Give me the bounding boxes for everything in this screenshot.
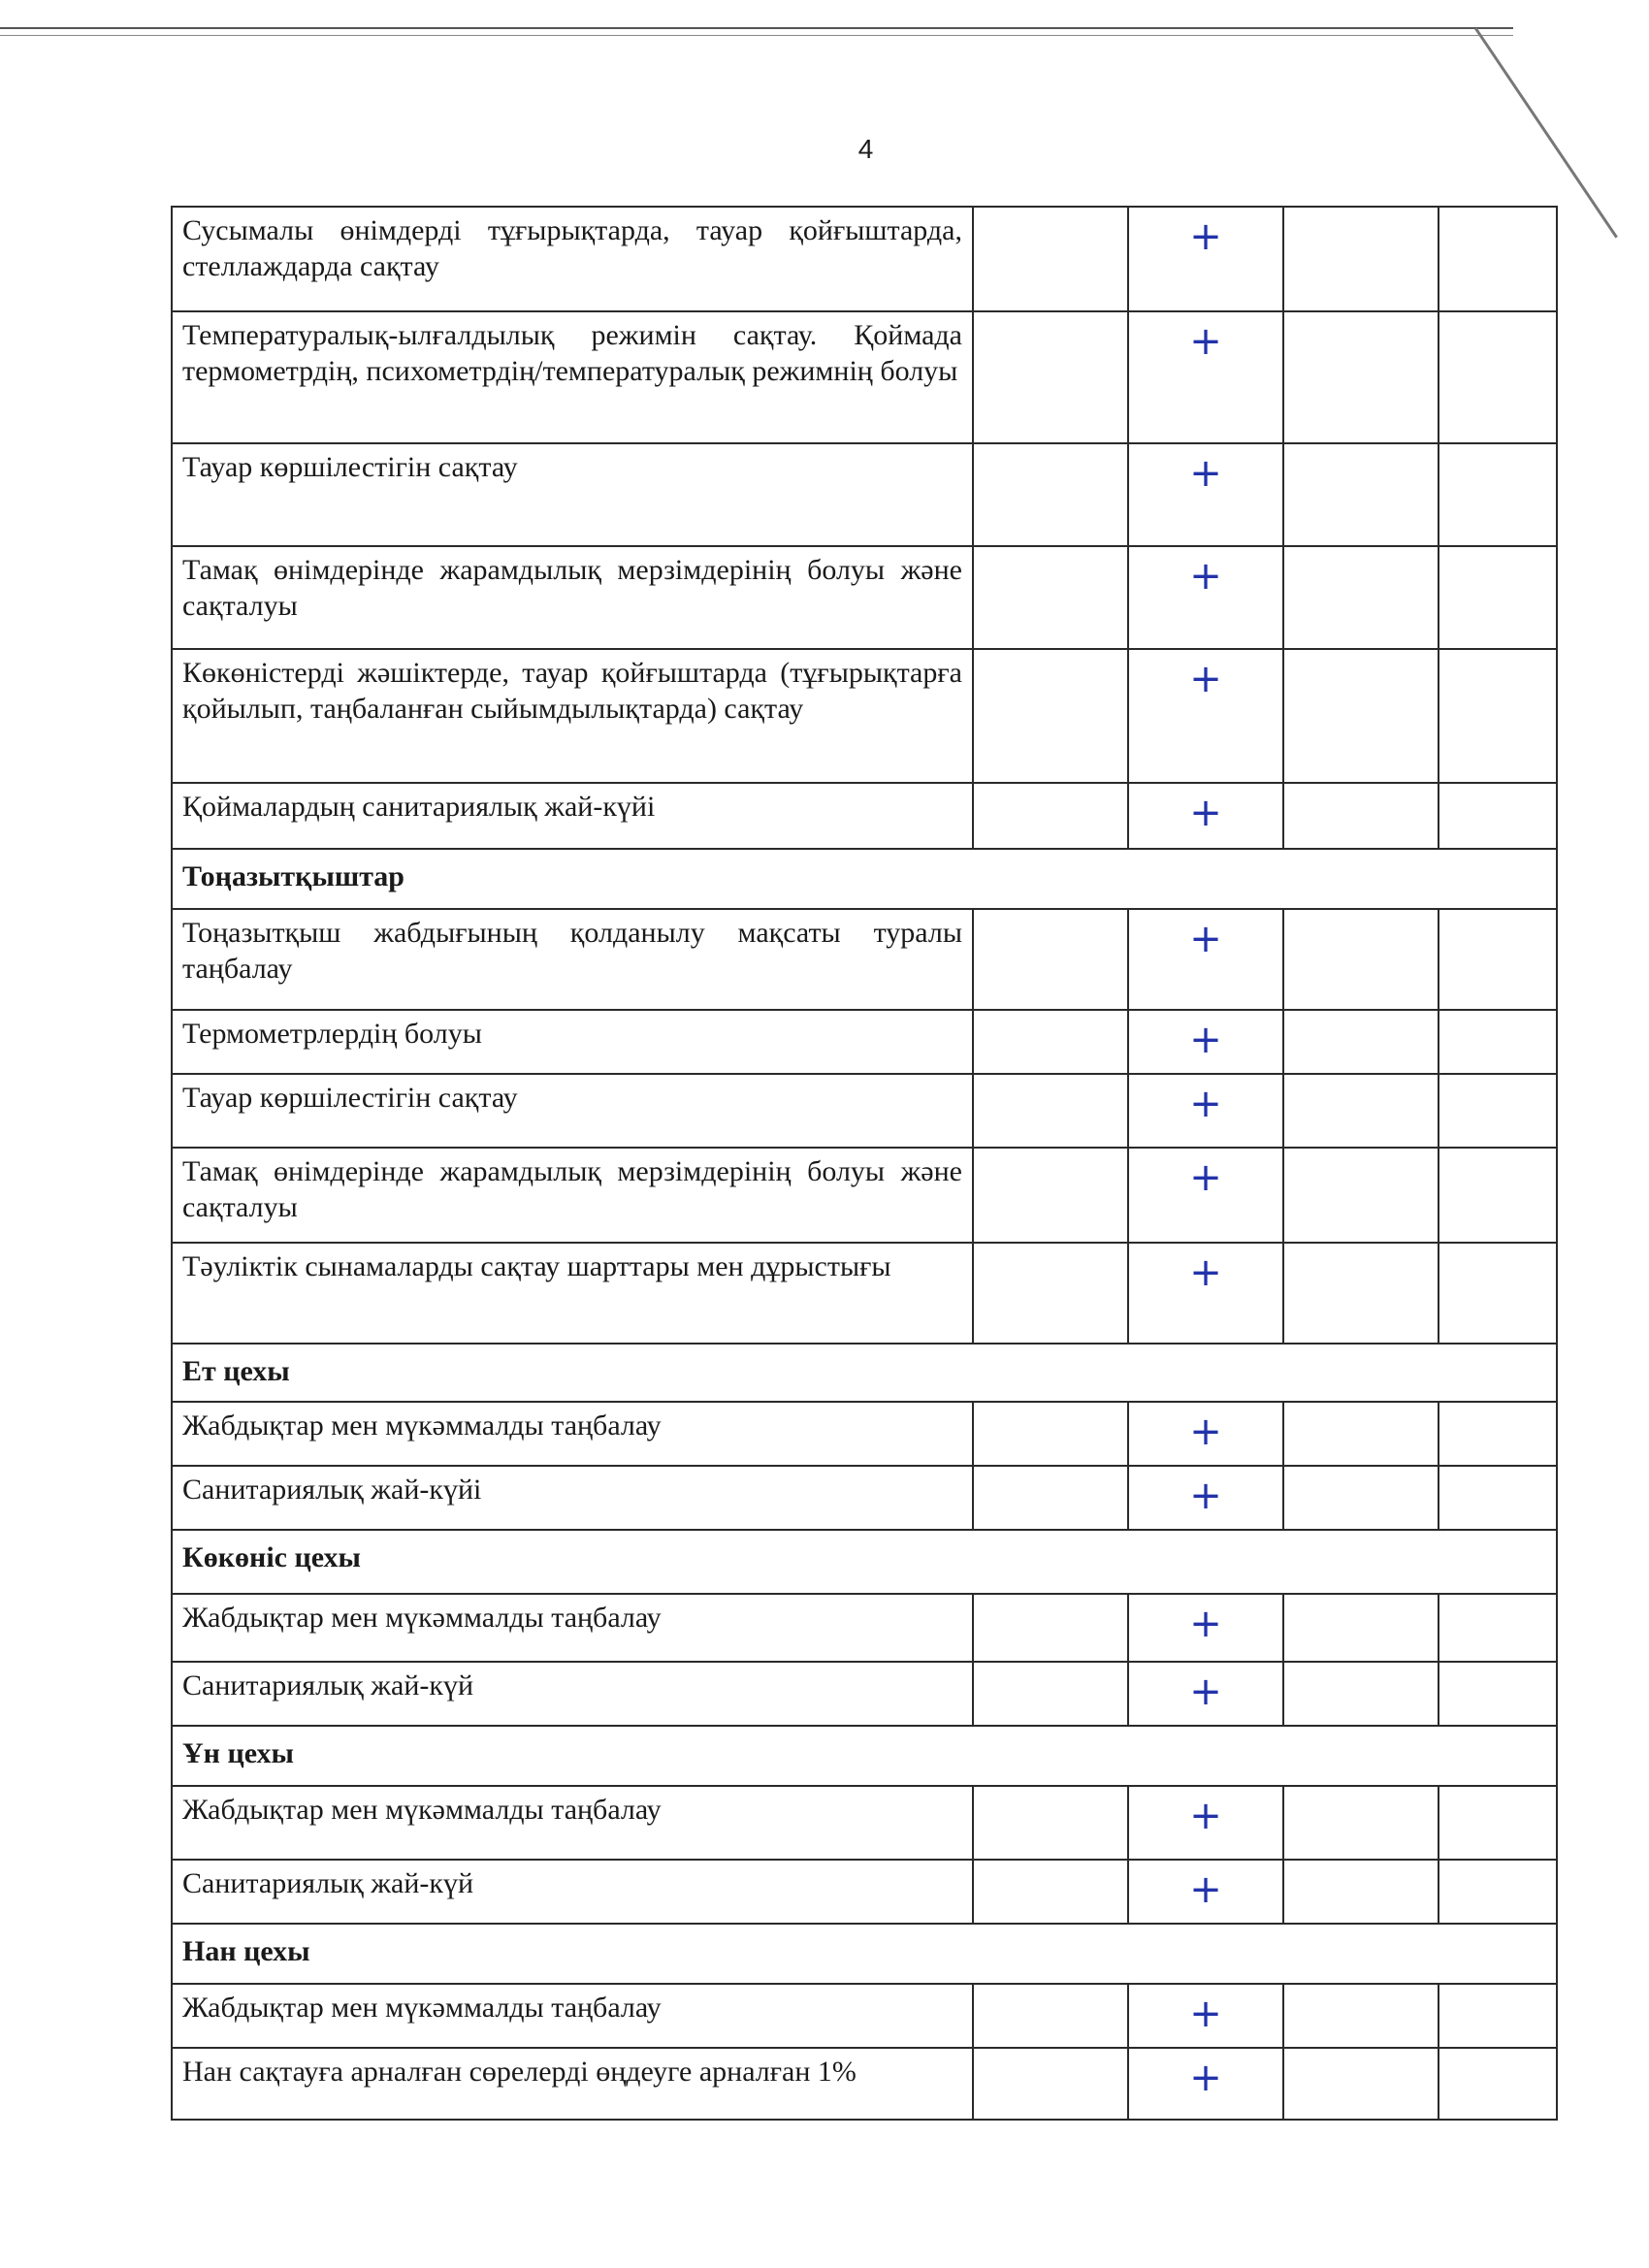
criterion-text: Температуралық-ылғалдылық режимін сақтау. Қоймада термометрдің, психометрдің/температуралық режимнің болуы [172, 311, 973, 443]
checklist-row [172, 546, 1557, 649]
empty-cell [973, 1148, 1128, 1243]
criterion-text: Санитариялық жай-күй [172, 1860, 973, 1924]
empty-cell [1439, 207, 1557, 311]
criterion-text: Тамақ өнімдерінде жарамдылық мерзімдерінің болуы және сақталуы [172, 546, 973, 649]
empty-cell [1439, 909, 1557, 1010]
empty-cell [1439, 1243, 1557, 1344]
empty-cell [973, 1074, 1128, 1148]
section-title: Көкөніс цехы [172, 1530, 1557, 1594]
handwritten-plus-mark: + [1128, 546, 1283, 649]
checklist-table [171, 206, 1558, 2121]
empty-cell [973, 1860, 1128, 1924]
checklist-row [172, 207, 1557, 311]
checklist-row [172, 1594, 1557, 1662]
empty-cell [973, 546, 1128, 649]
empty-cell [1439, 1466, 1557, 1530]
criterion-text: Тәуліктік сынамаларды сақтау шарттары мен дұрыстығы [172, 1243, 973, 1344]
section-title: Ұн цехы [172, 1726, 1557, 1786]
empty-cell [1439, 1860, 1557, 1924]
empty-cell [1283, 311, 1439, 443]
empty-cell [973, 1010, 1128, 1074]
empty-cell [1439, 1010, 1557, 1074]
empty-cell [973, 649, 1128, 783]
handwritten-plus-mark: + [1128, 783, 1283, 849]
empty-cell [1439, 649, 1557, 783]
checklist-row [172, 1662, 1557, 1726]
criterion-text: Термометрлердің болуы [172, 1010, 973, 1074]
criterion-text: Нан сақтауға арналған сөрелерді өңдеуге арналған 1% [172, 2048, 973, 2120]
empty-cell [1439, 546, 1557, 649]
handwritten-plus-mark: + [1128, 311, 1283, 443]
criterion-text: Жабдықтар мен мүкәммалды таңбалау [172, 1594, 973, 1662]
empty-cell [1283, 1243, 1439, 1344]
criterion-text: Санитариялық жай-күйі [172, 1466, 973, 1530]
criterion-text: Сусымалы өнімдерді тұғырықтарда, тауар қойғыштарда, стеллаждарда сақтау [172, 207, 973, 311]
empty-cell [1283, 1074, 1439, 1148]
handwritten-plus-mark: + [1128, 1594, 1283, 1662]
empty-cell [1439, 1786, 1557, 1860]
checklist-row [172, 1860, 1557, 1924]
section-header-row [172, 849, 1557, 909]
scan-artifact-line [0, 35, 1513, 36]
empty-cell [1283, 909, 1439, 1010]
empty-cell [1283, 1402, 1439, 1466]
empty-cell [1283, 783, 1439, 849]
section-header-row [172, 1530, 1557, 1594]
scan-artifact-line [0, 27, 1513, 29]
empty-cell [1283, 1860, 1439, 1924]
empty-cell [1439, 1402, 1557, 1466]
empty-cell [973, 1594, 1128, 1662]
criterion-text: Тоңазытқыш жабдығының қолданылу мақсаты туралы таңбалау [172, 909, 973, 1010]
empty-cell [1283, 1984, 1439, 2048]
empty-cell [1283, 443, 1439, 546]
section-title: Ет цехы [172, 1344, 1557, 1402]
handwritten-plus-mark: + [1128, 1074, 1283, 1148]
handwritten-plus-mark: + [1128, 1786, 1283, 1860]
handwritten-plus-mark: + [1128, 443, 1283, 546]
handwritten-plus-mark: + [1128, 649, 1283, 783]
criterion-text: Жабдықтар мен мүкәммалды таңбалау [172, 1402, 973, 1466]
handwritten-plus-mark: + [1128, 1010, 1283, 1074]
checklist-row [172, 1402, 1557, 1466]
empty-cell [1439, 1148, 1557, 1243]
section-header-row [172, 1924, 1557, 1984]
empty-cell [1283, 1010, 1439, 1074]
empty-cell [1439, 1594, 1557, 1662]
section-header-row [172, 1344, 1557, 1402]
checklist-row [172, 909, 1557, 1010]
criterion-text: Тауар көршілестігін сақтау [172, 1074, 973, 1148]
handwritten-plus-mark: + [1128, 1243, 1283, 1344]
empty-cell [1439, 443, 1557, 546]
empty-cell [973, 1466, 1128, 1530]
empty-cell [1439, 1984, 1557, 2048]
empty-cell [1283, 1148, 1439, 1243]
section-header-row [172, 1726, 1557, 1786]
handwritten-plus-mark: + [1128, 207, 1283, 311]
empty-cell [1283, 1662, 1439, 1726]
empty-cell [1439, 2048, 1557, 2120]
empty-cell [1439, 1662, 1557, 1726]
handwritten-plus-mark: + [1128, 1860, 1283, 1924]
criterion-text: Қоймалардың санитариялық жай-күйі [172, 783, 973, 849]
page-number: 4 [857, 134, 874, 164]
empty-cell [973, 207, 1128, 311]
empty-cell [973, 783, 1128, 849]
checklist-row [172, 2048, 1557, 2120]
handwritten-plus-mark: + [1128, 1402, 1283, 1466]
empty-cell [973, 909, 1128, 1010]
checklist-row [172, 1243, 1557, 1344]
empty-cell [973, 1243, 1128, 1344]
handwritten-plus-mark: + [1128, 909, 1283, 1010]
checklist-body [172, 207, 1557, 2120]
handwritten-plus-mark: + [1128, 1984, 1283, 2048]
handwritten-plus-mark: + [1128, 1466, 1283, 1530]
empty-cell [973, 1662, 1128, 1726]
criterion-text: Санитариялық жай-күй [172, 1662, 973, 1726]
empty-cell [973, 1786, 1128, 1860]
empty-cell [973, 1402, 1128, 1466]
empty-cell [973, 2048, 1128, 2120]
empty-cell [1283, 1786, 1439, 1860]
checklist-row [172, 1984, 1557, 2048]
handwritten-plus-mark: + [1128, 2048, 1283, 2120]
checklist-row [172, 1074, 1557, 1148]
section-title: Тоңазытқыштар [172, 849, 1557, 909]
handwritten-plus-mark: + [1128, 1148, 1283, 1243]
empty-cell [973, 443, 1128, 546]
empty-cell [1283, 649, 1439, 783]
checklist-row [172, 1010, 1557, 1074]
checklist-row [172, 1786, 1557, 1860]
checklist-row [172, 443, 1557, 546]
empty-cell [973, 1984, 1128, 2048]
criterion-text: Тамақ өнімдерінде жарамдылық мерзімдерінің болуы және сақталуы [172, 1148, 973, 1243]
checklist-row [172, 649, 1557, 783]
criterion-text: Тауар көршілестігін сақтау [172, 443, 973, 546]
criterion-text: Жабдықтар мен мүкәммалды таңбалау [172, 1984, 973, 2048]
checklist-row [172, 1466, 1557, 1530]
handwritten-plus-mark: + [1128, 1662, 1283, 1726]
checklist-row [172, 1148, 1557, 1243]
empty-cell [1283, 207, 1439, 311]
empty-cell [1439, 783, 1557, 849]
empty-cell [1283, 1466, 1439, 1530]
checklist-row [172, 783, 1557, 849]
empty-cell [1283, 1594, 1439, 1662]
empty-cell [1439, 311, 1557, 443]
criterion-text: Жабдықтар мен мүкәммалды таңбалау [172, 1786, 973, 1860]
empty-cell [973, 311, 1128, 443]
criterion-text: Көкөністерді жәшіктерде, тауар қойғыштарда (тұғырықтарға қойылып, таңбаланған сыйымдылықтарда) сақтау [172, 649, 973, 783]
empty-cell [1283, 546, 1439, 649]
section-title: Нан цехы [172, 1924, 1557, 1984]
empty-cell [1439, 1074, 1557, 1148]
empty-cell [1283, 2048, 1439, 2120]
checklist-row [172, 311, 1557, 443]
